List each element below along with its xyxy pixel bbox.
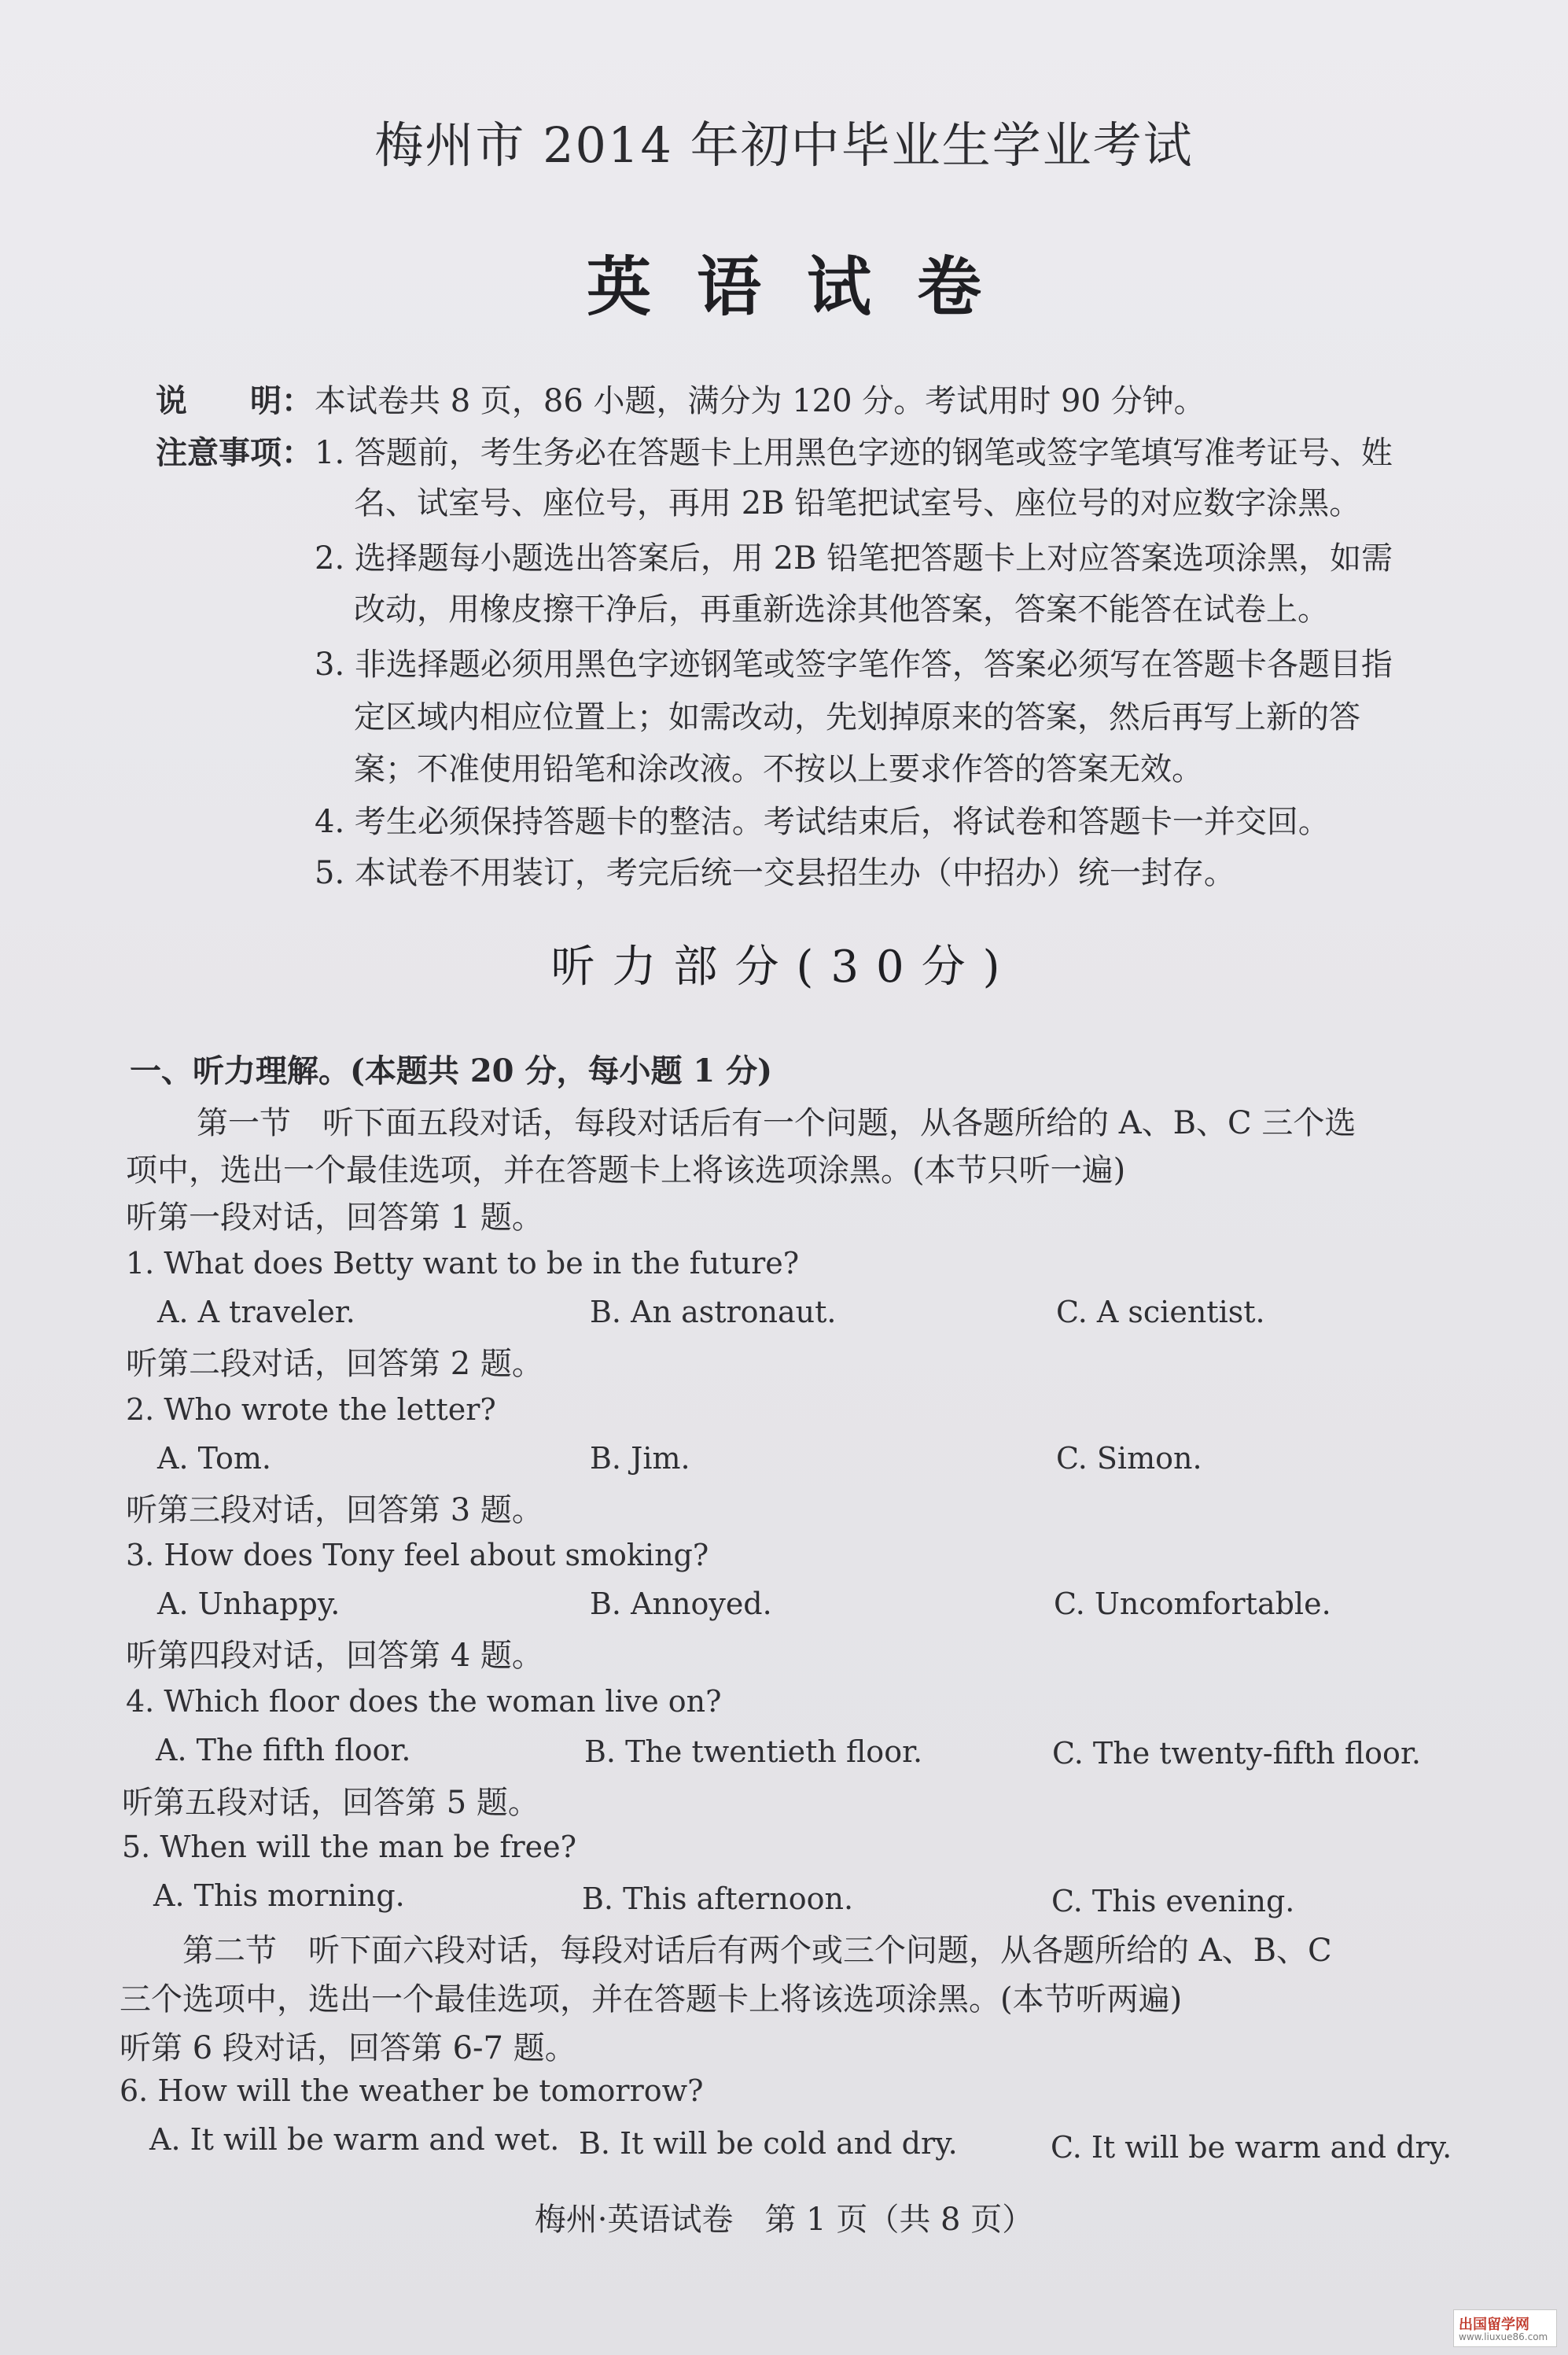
note-line: 定区域内相应位置上；如需改动，先划掉原来的答案，然后再写上新的答 <box>354 699 1360 735</box>
note-item <box>315 429 1393 477</box>
notes-label: 注意事项： <box>156 434 313 471</box>
question-text: 1. What does Betty want to be in the future? <box>126 1246 800 1281</box>
dialogue-prompt: 听第三段对话，回答第 3 题。 <box>126 1492 543 1528</box>
option-c: C. This evening. <box>1051 1884 1295 1918</box>
dialogue-prompt: 听第五段对话，回答第 5 题。 <box>122 1785 539 1821</box>
page-footer: 梅州·英语试卷 第 1 页（共 8 页） <box>534 2202 1034 2238</box>
option-b: B. Jim. <box>590 1441 690 1476</box>
note-line: 非选择题必须用黑色字迹钢笔或签字笔作答，答案必须写在答题卡各题目指 <box>354 647 1393 683</box>
note-line: 考生必须保持答题卡的整洁。考试结束后，将试卷和答题卡一并交回。 <box>354 804 1330 840</box>
section2-instruction: 第二节 听下面六段对话，每段对话后有两个或三个问题，从各题所给的 A、B、C <box>182 1933 1332 1969</box>
question-text: 5. When will the man be free? <box>122 1830 576 1864</box>
dialogue-prompt: 听第四段对话，回答第 4 题。 <box>126 1638 543 1674</box>
exam-main-title: 梅州市 2014 年初中毕业生学业考试 <box>374 116 1194 174</box>
question-text: 3. How does Tony feel about smoking? <box>126 1538 709 1572</box>
option-a: A. Tom. <box>157 1441 271 1476</box>
option-b: B. Annoyed. <box>590 1587 772 1621</box>
site-watermark <box>1453 2309 1557 2347</box>
note-number: 1. <box>315 435 345 471</box>
instructions-text: 本试卷共 8 页，86 小题，满分为 120 分。考试用时 90 分钟。 <box>315 383 1205 419</box>
dialogue-prompt: 听第二段对话，回答第 2 题。 <box>126 1346 543 1382</box>
note-line: 选择题每小题选出答案后，用 2B 铅笔把答题卡上对应答案选项涂黑，如需 <box>354 540 1393 577</box>
option-c: C. Uncomfortable. <box>1054 1587 1331 1621</box>
option-b: B. An astronaut. <box>590 1295 837 1329</box>
instructions-label: 说 明： <box>156 382 313 419</box>
listening-part-title: 一、听力理解。(本题共 20 分，每小题 1 分) <box>130 1052 773 1089</box>
note-line: 本试卷不用装订，考完后统一交县招生办（中招办）统一封存。 <box>354 855 1235 891</box>
section2-instruction: 三个选项中，选出一个最佳选项，并在答题卡上将该选项涂黑。(本节听两遍) <box>120 1981 1183 2018</box>
exam-sub-title: 英语试卷 <box>586 249 1027 325</box>
note-number: 4. <box>315 804 345 840</box>
option-c: C. The twenty-fifth floor. <box>1052 1736 1422 1771</box>
note-line: 案；不准使用铅笔和涂改液。不按以上要求作答的答案无效。 <box>354 751 1203 787</box>
note-number: 3. <box>315 647 345 683</box>
listening-section-title: 听力部分(30分) <box>550 942 1018 993</box>
option-b: B. The twentieth floor. <box>584 1734 923 1769</box>
note-number: 5. <box>315 855 345 891</box>
option-c: C. Simon. <box>1056 1441 1202 1476</box>
option-c: C. A scientist. <box>1056 1295 1265 1329</box>
question-text: 4. Which floor does the woman live on? <box>126 1684 722 1719</box>
option-a: A. It will be warm and wet. <box>149 2122 560 2157</box>
option-a: A. A traveler. <box>157 1295 355 1329</box>
note-line: 答题前，考生务必在答题卡上用黑色字迹的钢笔或签字笔填写准考证号、姓 <box>354 435 1393 471</box>
note-item <box>315 849 1235 897</box>
dialogue-prompt: 听第一段对话，回答第 1 题。 <box>126 1200 543 1236</box>
note-line: 改动，用橡皮擦干净后，再重新选涂其他答案，答案不能答在试卷上。 <box>354 592 1329 628</box>
question-text: 2. Who wrote the letter? <box>126 1392 496 1427</box>
section1-instruction: 项中，选出一个最佳选项，并在答题卡上将该选项涂黑。(本节只听一遍) <box>126 1152 1126 1189</box>
note-number: 2. <box>315 540 345 577</box>
option-a: A. Unhappy. <box>157 1587 340 1621</box>
note-item <box>315 798 1330 846</box>
option-a: A. The fifth floor. <box>156 1733 411 1767</box>
dialogue-prompt: 听第 6 段对话，回答第 6-7 题。 <box>120 2030 576 2066</box>
watermark-main: 出国留学网 <box>1459 2316 1529 2333</box>
note-item <box>315 641 1393 688</box>
option-b: B. This afternoon. <box>582 1881 854 1916</box>
option-b: B. It will be cold and dry. <box>579 2126 958 2161</box>
note-item <box>315 535 1393 582</box>
section1-instruction: 第一节 听下面五段对话，每段对话后有一个问题，从各题所给的 A、B、C 三个选 <box>197 1105 1356 1141</box>
watermark-url: www.liuxue86.com <box>1459 2331 1548 2342</box>
note-line: 名、试室号、座位号，再用 2B 铅笔把试室号、座位号的对应数字涂黑。 <box>354 485 1361 521</box>
option-c: C. It will be warm and dry. <box>1051 2130 1452 2165</box>
option-a: A. This morning. <box>153 1878 405 1913</box>
question-text: 6. How will the weather be tomorrow? <box>120 2073 704 2108</box>
